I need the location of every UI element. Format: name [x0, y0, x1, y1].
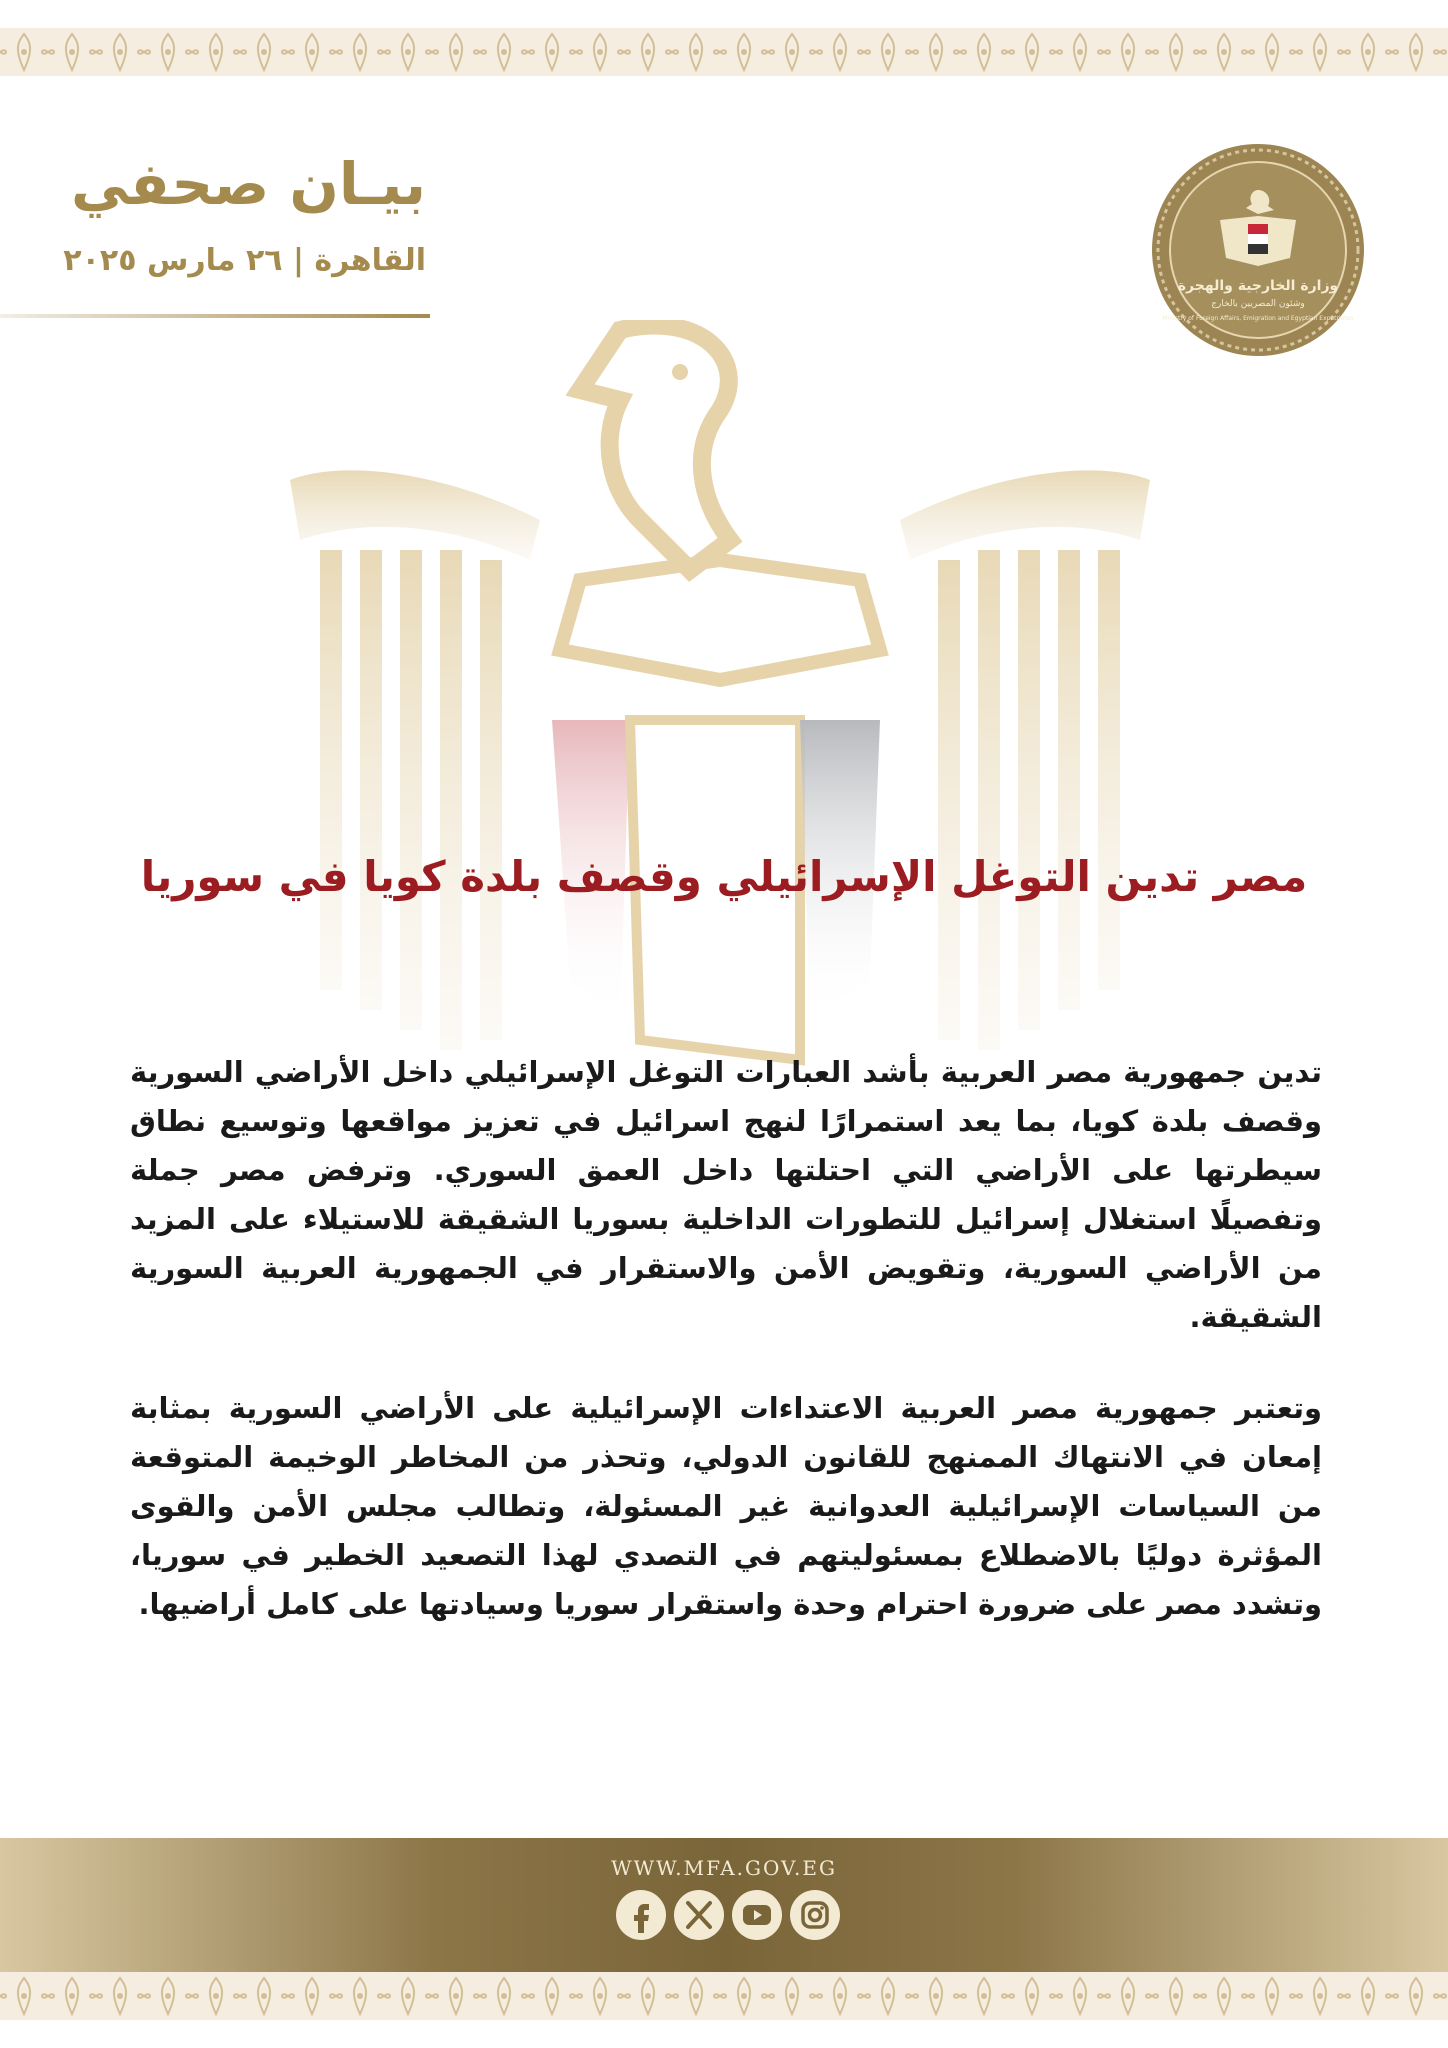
svg-text:وشئون المصريين بالخارج: وشئون المصريين بالخارج	[1211, 299, 1305, 309]
youtube-icon[interactable]	[730, 1888, 784, 1942]
header-divider	[0, 314, 430, 318]
eagle-watermark-icon	[280, 320, 1160, 1080]
document-type-title: بيـان صحفي	[70, 150, 426, 218]
top-ornament-band	[0, 28, 1448, 76]
place-and-date: القاهرة | ٢٦ مارس ٢٠٢٥	[63, 243, 426, 278]
statement-headline: مصر تدين التوغل الإسرائيلي وقصف بلدة كويا في سوريا	[140, 852, 1308, 901]
body-paragraph-1: تدين جمهورية مصر العربية بأشد العبارات التوغل الإسرائيلي داخل الأراضي السورية وقصف بلدة كويا، بما يعد استمرارًا لنهج اسرائيل في تعزيز مواقعها وتوسيع نطاق سيطرتها على الأراضي التي احتلتها داخل العمق السوري. وترفض مصر جملة وتفصيلًا استغلال إسرائيل للتطورات الداخلية بسوريا الشقيقة للاستيلاء على المزيد من الأراضي السورية، وتقويض الأمن والاستقرار في الجمهورية العربية السورية الشقيقة.	[130, 1055, 1322, 1334]
bottom-ornament-band	[0, 1972, 1448, 2020]
ministry-seal-logo	[1148, 140, 1368, 360]
svg-text:Ministry of Foreign Affairs, E: Ministry of Foreign Affairs, Emigration and Egyptian Expatriates	[1162, 315, 1354, 322]
facebook-icon[interactable]	[614, 1888, 668, 1942]
body-paragraph-2: وتعتبر جمهورية مصر العربية الاعتداءات الإسرائيلية على الأراضي السورية بمثابة إمعان في الانتهاك الممنهج للقانون الدولي، وتحذر من المخاطر الوخيمة المتوقعة من السياسات الإسرائيلية العدوانية غير المسئولة، وتطالب مجلس الأمن والقوى المؤثرة دوليًا بالاضطلاع بمسئوليتهم في التصدي لهذا التصعيد الخطير في سوريا، وتشدد مصر على ضرورة احترام وحدة واستقرار سوريا وسيادتها على كامل أراضيها.	[130, 1391, 1322, 1621]
website-link[interactable]: WWW.MFA.GOV.EG	[611, 1856, 837, 1880]
seal-caption-arabic: وزارة الخارجية والهجرة	[1177, 278, 1339, 294]
instagram-icon[interactable]	[788, 1888, 842, 1942]
x-icon[interactable]	[672, 1888, 726, 1942]
